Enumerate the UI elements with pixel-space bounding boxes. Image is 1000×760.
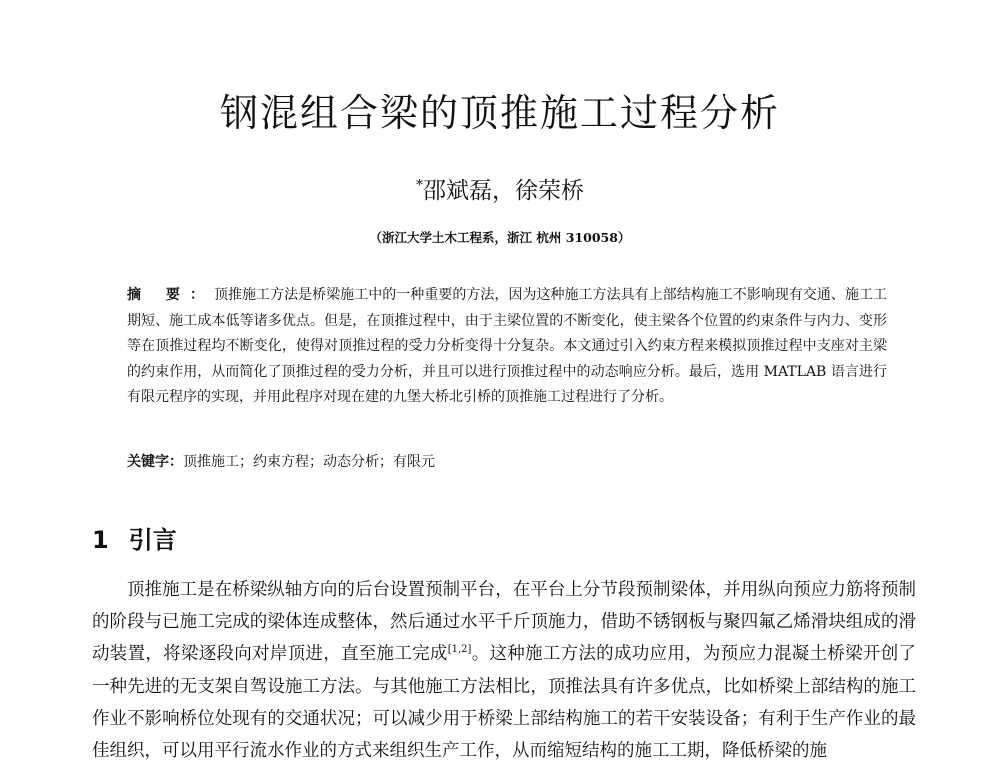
body-text-part-2: 。这种施工方法的成功应用，为预应力混凝土桥梁开创了一种先进的无支架自驾设施工方法。与其他施工方法相比，顶推法具有许多优点，比如桥梁上部结构的施工作业不影响桥位处现有的交通状况；可以减少用于桥梁上部结构施工的若干安装设备；有利于生产作业的最佳组织，可以用平行流水作业的方式来组织生产工作，从而缩短结构的施工工期，降低桥梁的施: [92, 644, 917, 760]
abstract-label: 摘 要：: [127, 287, 214, 303]
section-heading: [92, 520, 177, 555]
author-names: 邵斌磊，徐荣桥: [423, 178, 584, 204]
corresponding-author-marker: *: [416, 177, 423, 194]
section-number: 1: [92, 526, 109, 554]
body-text-part-1: 顶推施工是在桥梁纵轴方向的后台设置预制平台，在平台上分节段预制梁体，并用纵向预应力筋将预制的阶段与已施工完成的梁体连成整体，然后通过水平千斤顶施力，借助不锈钢板与聚四氟乙烯滑块组成的滑动装置，将梁逐段向对岸顶进，直至施工完成: [92, 580, 916, 665]
affiliation: （浙江大学土木工程系，浙江 杭州 310058）: [369, 230, 631, 245]
citation-ref[interactable]: [1,2]: [447, 644, 472, 656]
body-paragraph: [92, 574, 916, 760]
keywords-text: 顶推施工；约束方程；动态分析；有限元: [183, 454, 435, 470]
abstract-text: 顶推施工方法是桥梁施工中的一种重要的方法，因为这种施工方法具有上部结构施工不影响现有交通、施工工期短、施工成本低等诸多优点。但是，在顶推过程中，由于主梁位置的不断变化，使主梁各个位置的约束条件与内力、变形等在顶推过程均不断变化，使得对顶推过程的受力分析变得十分复杂。本文通过引入约束方程来模拟顶推过程中支座对主梁的约束作用，从而简化了顶推过程的受力分析，并且可以进行顶推过程中的动态响应分析。最后，选用 MATLAB 语言进行有限元程序的实现，并用此程序对现在建的九堡大桥北引桥的顶推施工过程进行了分析。: [127, 287, 888, 406]
abstract: [127, 283, 887, 411]
author-line: [0, 172, 1000, 205]
keywords-label: 关键字：: [127, 454, 183, 470]
paper-title: 钢混组合梁的顶推施工过程分析: [219, 91, 780, 135]
section-title: 引言: [128, 526, 177, 554]
keywords: [127, 451, 887, 471]
